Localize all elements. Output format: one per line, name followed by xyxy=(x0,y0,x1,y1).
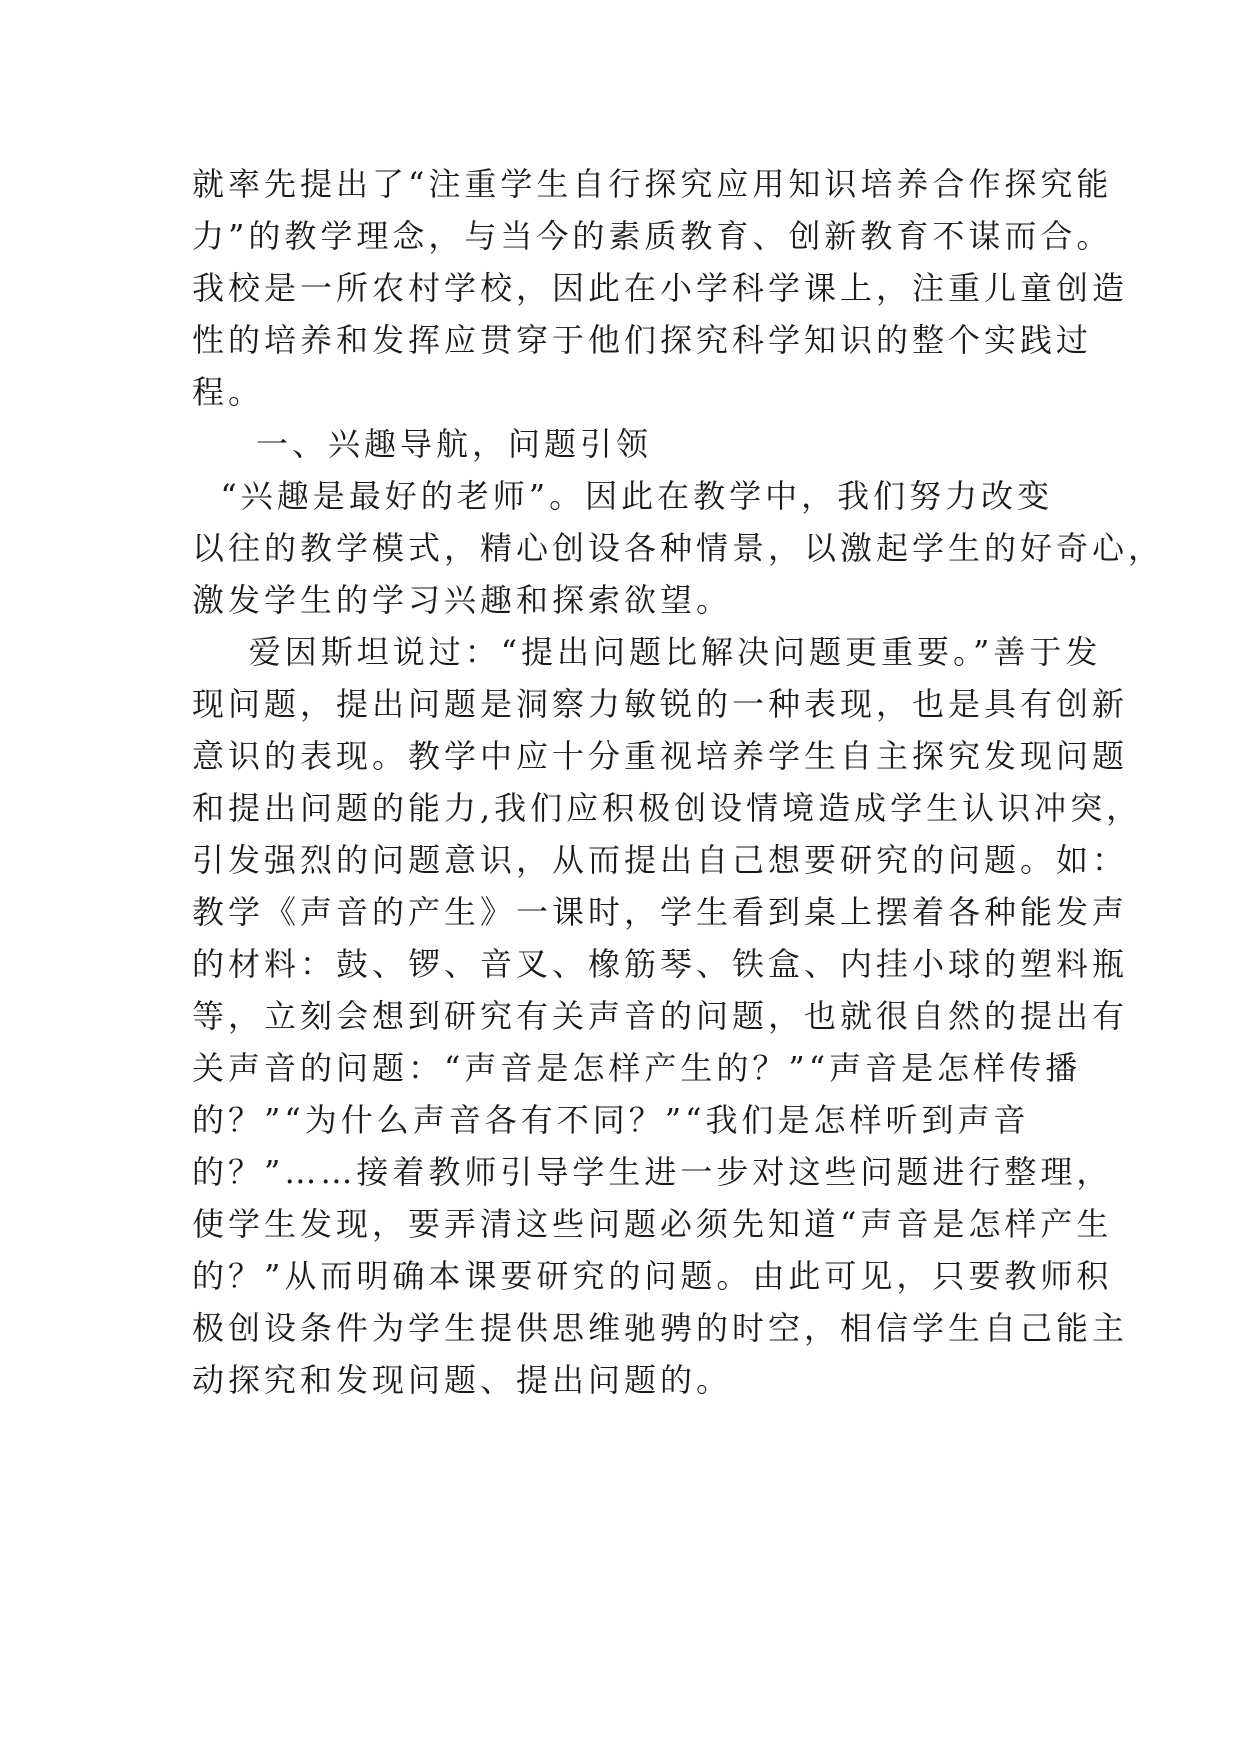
text-line: “兴趣是最好的老师”。因此在教学中，我们努力改变 xyxy=(192,477,1054,515)
paragraph-einstein xyxy=(192,626,1143,1406)
paragraph-interest xyxy=(192,470,1165,626)
text-line: 意识的表现。教学中应十分重视培养学生自主探究发现问题 xyxy=(192,737,1129,775)
text-line: 等，立刻会想到研究有关声音的问题，也就很自然的提出有 xyxy=(192,997,1129,1035)
text-line: 动探究和发现问题、提出问题的。 xyxy=(192,1361,733,1399)
text-line: 以往的教学模式，精心创设各种情景，以激起学生的好奇心， xyxy=(192,529,1165,567)
text-line: 的？”……接着教师引导学生进一步对这些问题进行整理， xyxy=(192,1153,1113,1191)
text-line: 力”的教学理念，与当今的素质教育、创新教育不谋而合。 xyxy=(192,217,1113,255)
text-line: 的材料：鼓、锣、音叉、橡筋琴、铁盒、内挂小球的塑料瓶 xyxy=(192,945,1129,983)
section-heading xyxy=(192,418,1072,470)
text-line: 和提出问题的能力,我们应积极创设情境造成学生认识冲突， xyxy=(192,789,1143,827)
text-line: 教学《声音的产生》一课时，学生看到桌上摆着各种能发声 xyxy=(192,893,1129,931)
text-line: 引发强烈的问题意识，从而提出自己想要研究的问题。如： xyxy=(192,841,1129,879)
document-body xyxy=(192,158,1165,1406)
text-line: 的？”从而明确本课要研究的问题。由此可见，只要教师积 xyxy=(192,1257,1113,1295)
text-line: 极创设条件为学生提供思维驰骋的时空，相信学生自己能主 xyxy=(192,1309,1129,1347)
text-line: 性的培养和发挥应贯穿于他们探究科学知识的整个实践过 xyxy=(192,321,1093,359)
text-line: 就率先提出了“注重学生自行探究应用知识培养合作探究能 xyxy=(192,165,1113,203)
text-line: 使学生发现，要弄清这些问题必须先知道“声音是怎样产生 xyxy=(192,1205,1113,1243)
section-heading-text: 一、兴趣导航，问题引领 xyxy=(256,425,653,463)
text-line: 我校是一所农村学校，因此在小学科学课上，注重儿童创造 xyxy=(192,269,1129,307)
continuation-paragraph xyxy=(192,158,1129,418)
text-line: 的？”“为什么声音各有不同？”“我们是怎样听到声音 xyxy=(192,1101,1030,1139)
text-line: 程。 xyxy=(192,373,265,411)
text-line: 关声音的问题：“声音是怎样产生的？”“声音是怎样传播 xyxy=(192,1049,1082,1087)
text-line: 爱因斯坦说过：“提出问题比解决问题更重要。”善于发 xyxy=(192,633,1102,671)
text-line: 激发学生的学习兴趣和探索欲望。 xyxy=(192,581,733,619)
text-line: 现问题，提出问题是洞察力敏锐的一种表现，也是具有创新 xyxy=(192,685,1129,723)
